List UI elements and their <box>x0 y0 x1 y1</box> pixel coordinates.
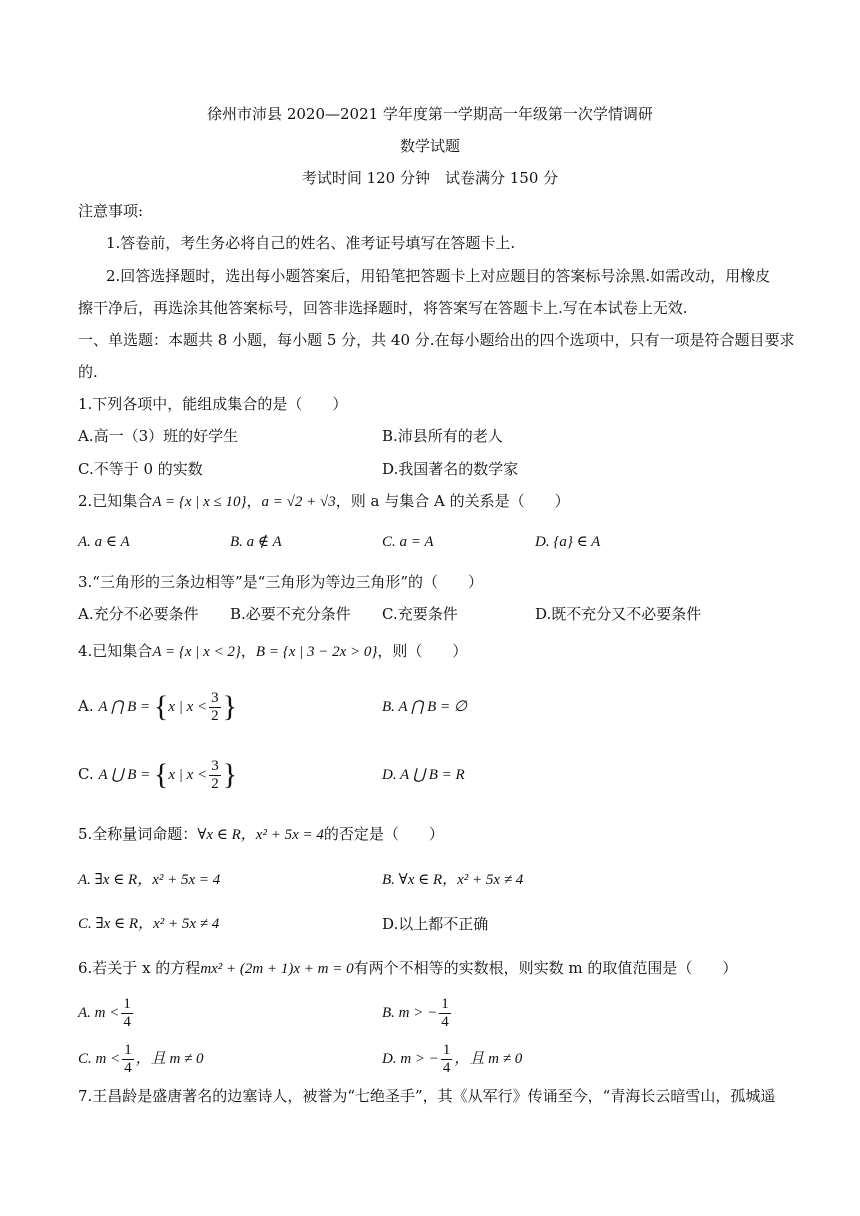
exam-time-info: 考试时间 120 分钟 试卷满分 150 分 <box>301 169 559 187</box>
q4-option-c-expression: A ⋃ B = <box>98 767 154 783</box>
q6-option-c-prefix: C. m < <box>78 1051 121 1067</box>
q6-option-d-fraction <box>441 1042 453 1077</box>
q4-option-a <box>78 687 237 726</box>
q4-option-a-label: A. <box>78 697 94 715</box>
exam-title: 徐州市沛县 2020—2021 学年度第一学期高一年级第一次学情调研 <box>207 105 653 123</box>
q4-stem-suffix: ，则（ ） <box>377 642 468 660</box>
q2-option-c: C. a = A <box>382 534 434 550</box>
q4-option-a-expression: A ⋂ B = <box>98 699 154 715</box>
q2-set-a: A = {x | x ≤ 10} <box>152 494 247 510</box>
q5-stem <box>78 824 444 845</box>
q6-option-d <box>382 1040 522 1077</box>
q5-stem-math: ∀x ∈ R，x² + 5x = 4 <box>197 827 324 843</box>
q4-option-c-brace-open: { <box>153 758 169 791</box>
q4-option-a-brace-close: } <box>222 690 237 723</box>
q3-option-c: C.充要条件 <box>382 605 458 623</box>
q2-option-b: B. a ∉ A <box>230 534 282 550</box>
q7-stem: 7.王昌龄是盛唐著名的边塞诗人，被誉为“七绝圣手”，其《从军行》传诵至今，“青海长云暗雪山，孤城遥 <box>78 1087 776 1105</box>
q6-option-a-fraction <box>121 996 133 1031</box>
q6-option-a-prefix: A. m < <box>78 1005 120 1021</box>
q2-sep: ， <box>246 492 262 510</box>
q4-option-c-set-builder: x | x < <box>168 767 208 783</box>
q1-stem: 1.下列各项中，能组成集合的是（ ） <box>78 395 348 413</box>
q1-option-b: B.沛县所有的老人 <box>382 427 503 445</box>
notes-item-2-line-1: 2.回答选择题时，选出每小题答案后，用铅笔把答题卡上对应题目的答案标号涂黑.如需改动，用橡皮 <box>106 267 771 285</box>
q4-stem-prefix: 4.已知集合 <box>78 642 153 660</box>
q5-option-a: A. ∃x ∈ R，x² + 5x = 4 <box>78 872 221 888</box>
q6-option-a <box>78 994 135 1031</box>
q5-option-b: B. ∀x ∈ R，x² + 5x ≠ 4 <box>382 872 524 888</box>
notes-heading: 注意事项: <box>78 202 144 220</box>
exam-subject: 数学试题 <box>399 137 460 155</box>
q4-option-a-set-builder: x | x < <box>168 699 208 715</box>
q4-option-a-numerator: 3 <box>211 689 219 706</box>
q6-option-d-denominator: 4 <box>442 1059 451 1076</box>
q4-option-c-brace-close: } <box>222 758 238 791</box>
q4-option-a-fraction <box>209 690 221 725</box>
q4-stem <box>78 641 467 662</box>
q4-option-b: B. A ⋂ B = ∅ <box>382 699 467 715</box>
q1-option-a: A.高一（3）班的好学生 <box>78 427 239 445</box>
q6-option-c-numerator: 1 <box>124 1041 132 1058</box>
q6-stem <box>78 958 737 979</box>
q6-stem-prefix: 6.若关于 x 的方程 <box>78 959 201 977</box>
q2-option-a: A. a ∈ A <box>78 534 130 550</box>
section1-instructions-line-2: 的. <box>78 363 98 381</box>
q6-option-a-denominator: 4 <box>123 1013 131 1030</box>
q5-option-d: D.以上都不正确 <box>382 915 489 933</box>
q6-option-c-denominator: 4 <box>124 1059 132 1076</box>
q4-option-a-denominator: 2 <box>211 707 219 724</box>
q5-stem-prefix: 5.全称量词命题： <box>78 825 198 843</box>
q3-option-a: A.充分不必要条件 <box>78 605 199 623</box>
q3-option-d: D.既不充分又不必要条件 <box>535 605 702 623</box>
q6-stem-math: mx² + (2m + 1)x + m = 0 <box>200 961 354 977</box>
q2-option-d: D. {a} ∈ A <box>535 534 601 550</box>
section1-instructions-line-1: 一、单选题：本题共 8 小题，每小题 5 分，共 40 分.在每小题给出的四个选项中，只有一项是符合题目要求 <box>78 331 795 349</box>
q4-option-d: D. A ⋃ B = R <box>382 767 465 783</box>
q6-option-d-prefix: D. m > − <box>382 1051 439 1067</box>
q6-option-b-fraction <box>439 996 451 1031</box>
q4-sep: ， <box>240 642 256 660</box>
q1-option-d: D.我国著名的数学家 <box>382 460 519 478</box>
q4-option-c <box>78 755 237 794</box>
q6-option-a-numerator: 1 <box>123 995 131 1012</box>
q4-set-b: B = {x | 3 − 2x > 0} <box>255 644 378 660</box>
q2-stem <box>78 491 570 512</box>
q6-option-b-numerator: 1 <box>441 995 449 1012</box>
q1-option-c: C.不等于 0 的实数 <box>78 460 203 478</box>
q2-stem-suffix: ，则 a 与集合 A 的关系是（ ） <box>335 492 570 510</box>
q6-option-b-prefix: B. m > − <box>382 1005 438 1021</box>
q6-option-c <box>78 1040 204 1077</box>
q5-option-c: C. ∃x ∈ R，x² + 5x ≠ 4 <box>78 916 220 932</box>
q4-set-a: A = {x | x < 2} <box>152 644 241 660</box>
q6-option-b <box>382 994 453 1031</box>
notes-item-2-line-2: 擦干净后，再选涂其他答案标号，回答非选择题时，将答案写在答题卡上.写在本试卷上无效. <box>78 299 688 317</box>
q4-option-c-denominator: 2 <box>211 775 219 792</box>
q3-stem: 3.“三角形的三条边相等”是“三角形为等边三角形”的（ ） <box>78 573 483 591</box>
q6-option-c-suffix: ，且 m ≠ 0 <box>135 1051 204 1067</box>
q5-stem-suffix: 的否定是（ ） <box>323 825 444 843</box>
q4-option-c-label: C. <box>78 765 94 783</box>
q2-a-expression: a = √2 + √3 <box>261 494 336 510</box>
q2-stem-prefix: 2.已知集合 <box>78 492 153 510</box>
q3-option-b: B.必要不充分条件 <box>230 605 351 623</box>
q6-option-d-suffix: ，且 m ≠ 0 <box>454 1051 523 1067</box>
q6-option-b-denominator: 4 <box>441 1013 449 1030</box>
q4-option-c-fraction <box>209 758 221 793</box>
q6-option-c-fraction <box>122 1042 134 1077</box>
notes-item-1: 1.答卷前，考生务必将自己的姓名、准考证号填写在答题卡上. <box>106 234 516 252</box>
q6-stem-suffix: 有两个不相等的实数根，则实数 m 的取值范围是（ ） <box>353 959 738 977</box>
q4-option-c-numerator: 3 <box>211 757 219 774</box>
q6-option-d-numerator: 1 <box>442 1041 451 1058</box>
q4-option-a-brace-open: { <box>153 690 169 723</box>
